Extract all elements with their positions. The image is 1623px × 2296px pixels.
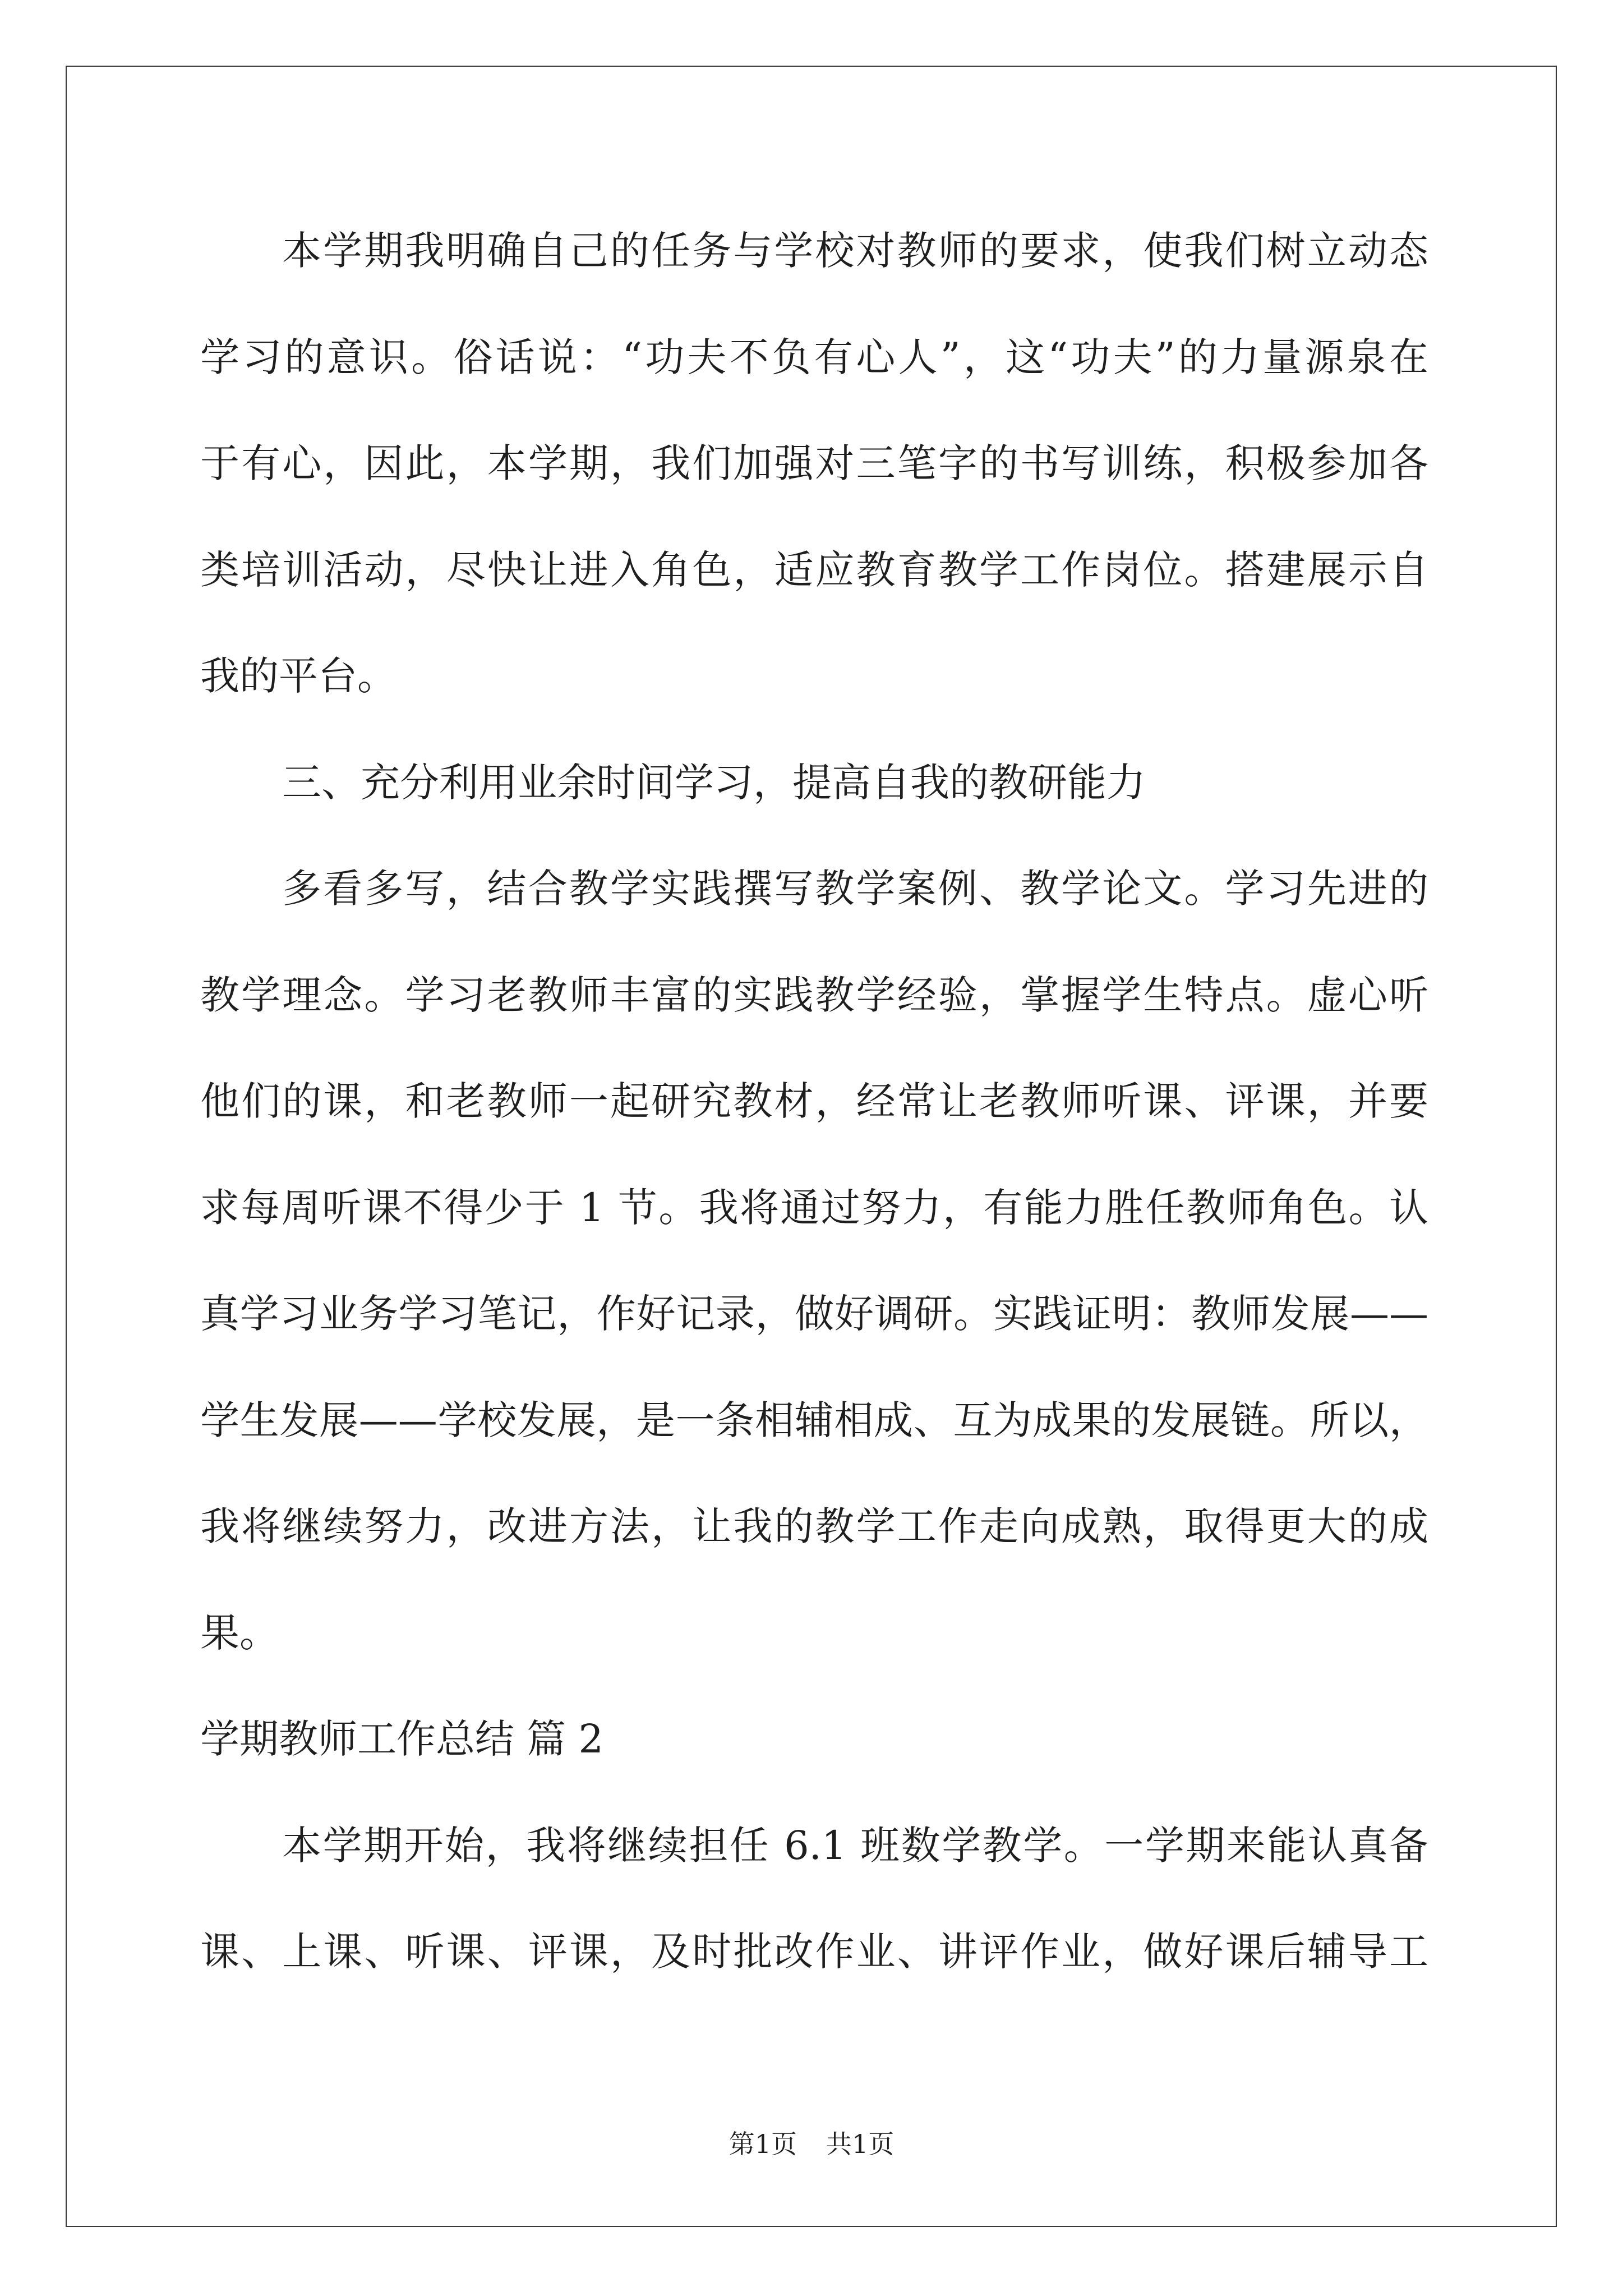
- text-line: 学生发展——学校发展，是一条相辅相成、互为成果的发展链。所以，: [200, 1397, 1428, 1443]
- page-footer: [0, 2127, 1623, 2161]
- text-line: 学习的意识。俗话说：“功夫不负有心人”，这“功夫”的力量源泉在: [200, 334, 1428, 380]
- section-heading: 学期教师工作总结 篇 2: [200, 1716, 604, 1762]
- text-line: 本学期开始，我将继续担任 6.1 班数学教学。一学期来能认真备: [282, 1822, 1428, 1869]
- text-line: 求每周听课不得少于 1 节。我将通过努力，有能力胜任教师角色。认: [200, 1184, 1428, 1231]
- page-number-current: 第1页: [728, 2129, 797, 2159]
- text-line: 他们的课，和老教师一起研究教材，经常让老教师听课、评课，并要: [200, 1078, 1428, 1124]
- text-line: 本学期我明确自己的任务与学校对教师的要求，使我们树立动态: [282, 228, 1428, 274]
- page-number-total: 共1页: [826, 2129, 895, 2159]
- text-line: 于有心，因此，本学期，我们加强对三笔字的书写训练，积极参加各: [200, 440, 1428, 486]
- text-line: 真学习业务学习笔记，作好记录，做好调研。实践证明：教师发展——: [200, 1291, 1428, 1337]
- text-line: 课、上课、听课、评课，及时批改作业、讲评作业，做好课后辅导工: [200, 1929, 1428, 1975]
- text-line: 我的平台。: [200, 653, 396, 699]
- text-line: 果。: [200, 1609, 279, 1656]
- text-line: 我将继续努力，改进方法，让我的教学工作走向成熟，取得更大的成: [200, 1503, 1428, 1549]
- text-line: 多看多写，结合教学实践撰写教学案例、教学论文。学习先进的: [282, 866, 1428, 912]
- text-line: 教学理念。学习老教师丰富的实践教学经验，掌握学生特点。虚心听: [200, 972, 1428, 1018]
- document-body: [200, 198, 1428, 2005]
- section-title: 三、充分利用业余时间学习，提高自我的教研能力: [282, 759, 1146, 806]
- text-line: 类培训活动，尽快让进入角色，适应教育教学工作岗位。搭建展示自: [200, 546, 1428, 593]
